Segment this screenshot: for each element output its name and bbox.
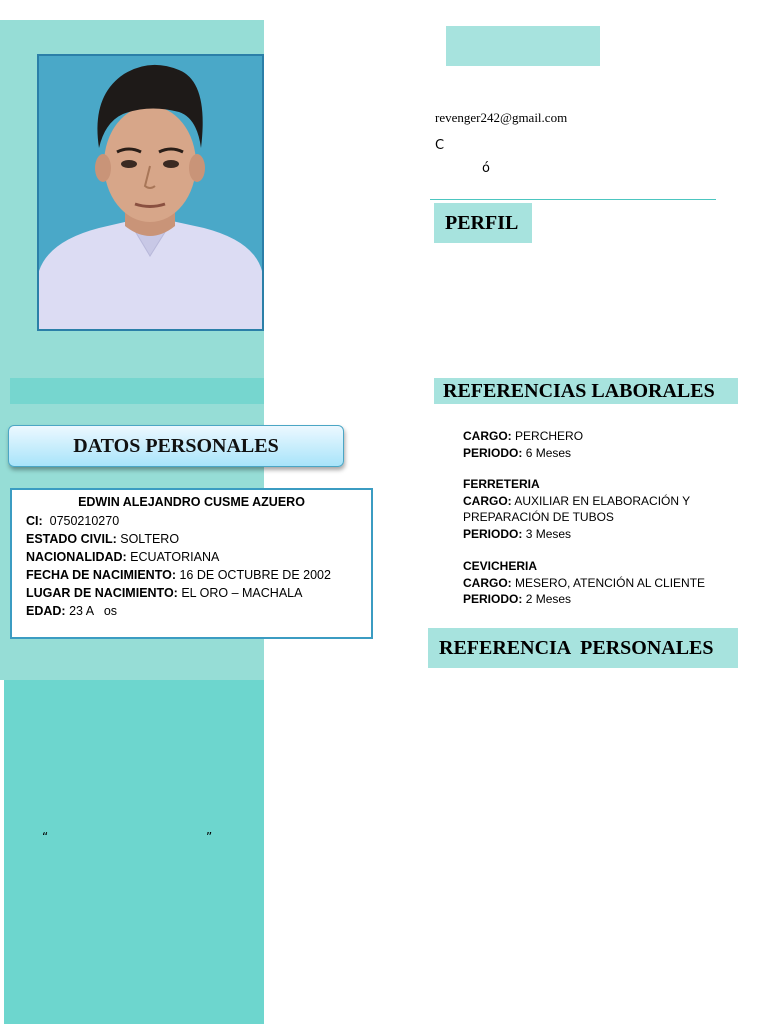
estado-civil-label: ESTADO CIVIL:	[26, 532, 117, 546]
ci-row	[26, 512, 371, 530]
person-portrait-icon	[39, 56, 262, 329]
lugar-nacimiento-row	[26, 584, 371, 602]
full-name: EDWIN ALEJANDRO CUSME AZUERO	[78, 495, 305, 509]
cargo-label: CARGO:	[463, 429, 512, 443]
personal-data-box	[10, 488, 373, 639]
perfil-heading: PERFIL	[434, 203, 532, 243]
cargo-label: CARGO:	[463, 575, 512, 590]
profile-photo	[37, 54, 264, 331]
email-text: revenger242@gmail.com	[435, 110, 568, 125]
periodo-value: 3 Meses	[525, 526, 572, 541]
company-name: CEVICHERIA	[463, 559, 538, 573]
fecha-nacimiento-row	[26, 566, 371, 584]
edad-value: 23 A os	[69, 604, 118, 618]
referencia-personales-heading: REFERENCIA PERSONALES	[428, 628, 738, 668]
cargo-value: PERCHERO	[515, 429, 584, 443]
nacionalidad-value: ECUATORIANA	[130, 550, 220, 564]
periodo-value: 2 Meses	[525, 592, 572, 606]
nacionalidad-label: NACIONALIDAD:	[26, 550, 127, 564]
lugar-nacimiento-label: LUGAR DE NACIMIENTO:	[26, 586, 178, 600]
estado-civil-value: SOLTERO	[120, 532, 180, 546]
reference-item-1	[463, 428, 583, 461]
edad-label: EDAD:	[26, 604, 66, 618]
cargo-label: CARGO:	[463, 493, 512, 508]
reference-item-3	[463, 558, 705, 608]
name-placeholder-box	[446, 26, 600, 66]
referencias-laborales-heading: REFERENCIAS LABORALES	[434, 378, 738, 404]
sidebar-bottom-panel	[4, 680, 264, 1024]
cargo-value-continued: PREPARACIÓN DE TUBOS	[463, 510, 614, 524]
divider-line	[430, 199, 716, 200]
ci-label: CI:	[26, 514, 43, 528]
contact-line-c: C	[435, 138, 445, 153]
estado-civil-row	[26, 530, 371, 548]
quote-close-mark: ”	[206, 830, 213, 844]
lugar-nacimiento-value: EL ORO – MACHALA	[181, 586, 303, 600]
cargo-value: AUXILIAR EN ELABORACIÓN Y	[514, 493, 691, 508]
contact-line-o: ó	[482, 161, 490, 176]
fecha-nacimiento-value: 16 DE OCTUBRE DE 2002	[179, 568, 331, 582]
periodo-label: PERIODO:	[463, 592, 523, 606]
company-name: FERRETERIA	[463, 477, 540, 491]
edad-row	[26, 602, 371, 620]
periodo-label: PERIODO:	[463, 445, 523, 460]
fecha-nacimiento-label: FECHA DE NACIMIENTO:	[26, 568, 176, 582]
datos-personales-heading: DATOS PERSONALES	[8, 425, 344, 467]
cargo-value: MESERO, ATENCIÓN AL CLIENTE	[515, 575, 706, 590]
nacionalidad-row	[26, 548, 371, 566]
quote-open-mark: “	[42, 830, 49, 844]
periodo-value: 6 Meses	[525, 445, 572, 460]
sidebar-strip	[10, 378, 264, 404]
reference-item-2	[463, 476, 690, 542]
periodo-label: PERIODO:	[463, 526, 523, 541]
ci-value: 0750210270	[49, 514, 120, 528]
